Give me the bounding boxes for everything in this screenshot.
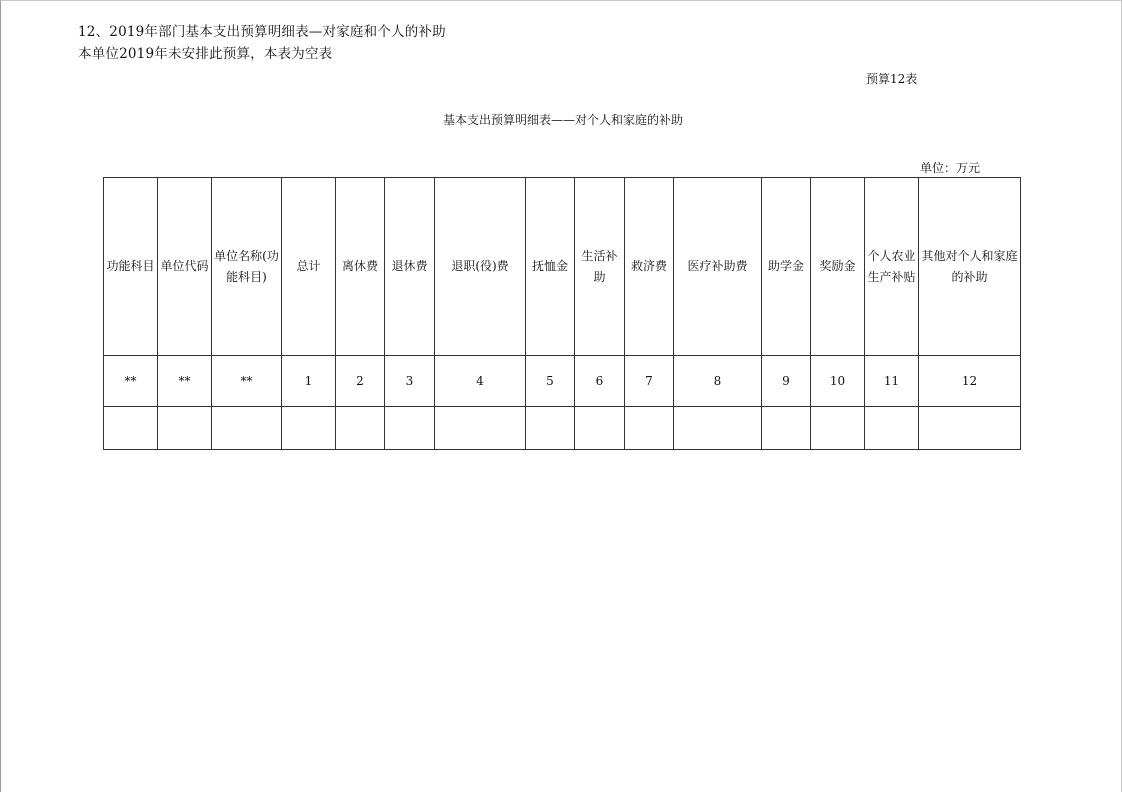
index-row [104,356,1021,407]
index-cell: 3 [385,356,435,407]
column-header: 退职(役)费 [435,178,526,356]
budget-table [103,177,1021,450]
data-cell [282,407,336,450]
data-row [104,407,1021,450]
column-header: 总计 [282,178,336,356]
data-cell [526,407,575,450]
column-header: 单位代码 [158,178,212,356]
index-cell: ** [158,356,212,407]
index-cell: 1 [282,356,336,407]
index-cell: 12 [919,356,1021,407]
column-header: 救济费 [625,178,674,356]
column-header: 功能科目 [104,178,158,356]
data-cell [435,407,526,450]
data-cell [811,407,865,450]
index-cell: 8 [674,356,762,407]
section-heading: 12、2019年部门基本支出预算明细表—对家庭和个人的补助 [78,24,446,40]
index-cell: ** [104,356,158,407]
column-header: 单位名称(功能科目) [212,178,282,356]
index-cell: 7 [625,356,674,407]
data-cell [762,407,811,450]
data-cell [625,407,674,450]
index-cell: 2 [336,356,385,407]
index-cell: 11 [865,356,919,407]
index-cell: ** [212,356,282,407]
data-cell [865,407,919,450]
index-cell: 4 [435,356,526,407]
unit-label: 单位：万元 [920,161,981,175]
data-cell [104,407,158,450]
header-row [104,178,1021,356]
column-header: 个人农业生产补贴 [865,178,919,356]
column-header: 退休费 [385,178,435,356]
data-cell [919,407,1021,450]
column-header: 离休费 [336,178,385,356]
column-header: 医疗补助费 [674,178,762,356]
column-header: 生活补助 [575,178,625,356]
index-cell: 10 [811,356,865,407]
data-cell [575,407,625,450]
data-cell [385,407,435,450]
table-title: 基本支出预算明细表——对个人和家庭的补助 [442,113,683,127]
column-header: 抚恤金 [526,178,575,356]
data-cell [158,407,212,450]
column-header: 助学金 [762,178,811,356]
table-number: 预算12表 [866,72,918,86]
data-cell [674,407,762,450]
column-header: 其他对个人和家庭的补助 [919,178,1021,356]
column-header: 奖励金 [811,178,865,356]
index-cell: 9 [762,356,811,407]
empty-table-note: 本单位2019年未安排此预算，本表为空表 [78,46,333,62]
data-cell [212,407,282,450]
index-cell: 6 [575,356,625,407]
data-cell [336,407,385,450]
index-cell: 5 [526,356,575,407]
